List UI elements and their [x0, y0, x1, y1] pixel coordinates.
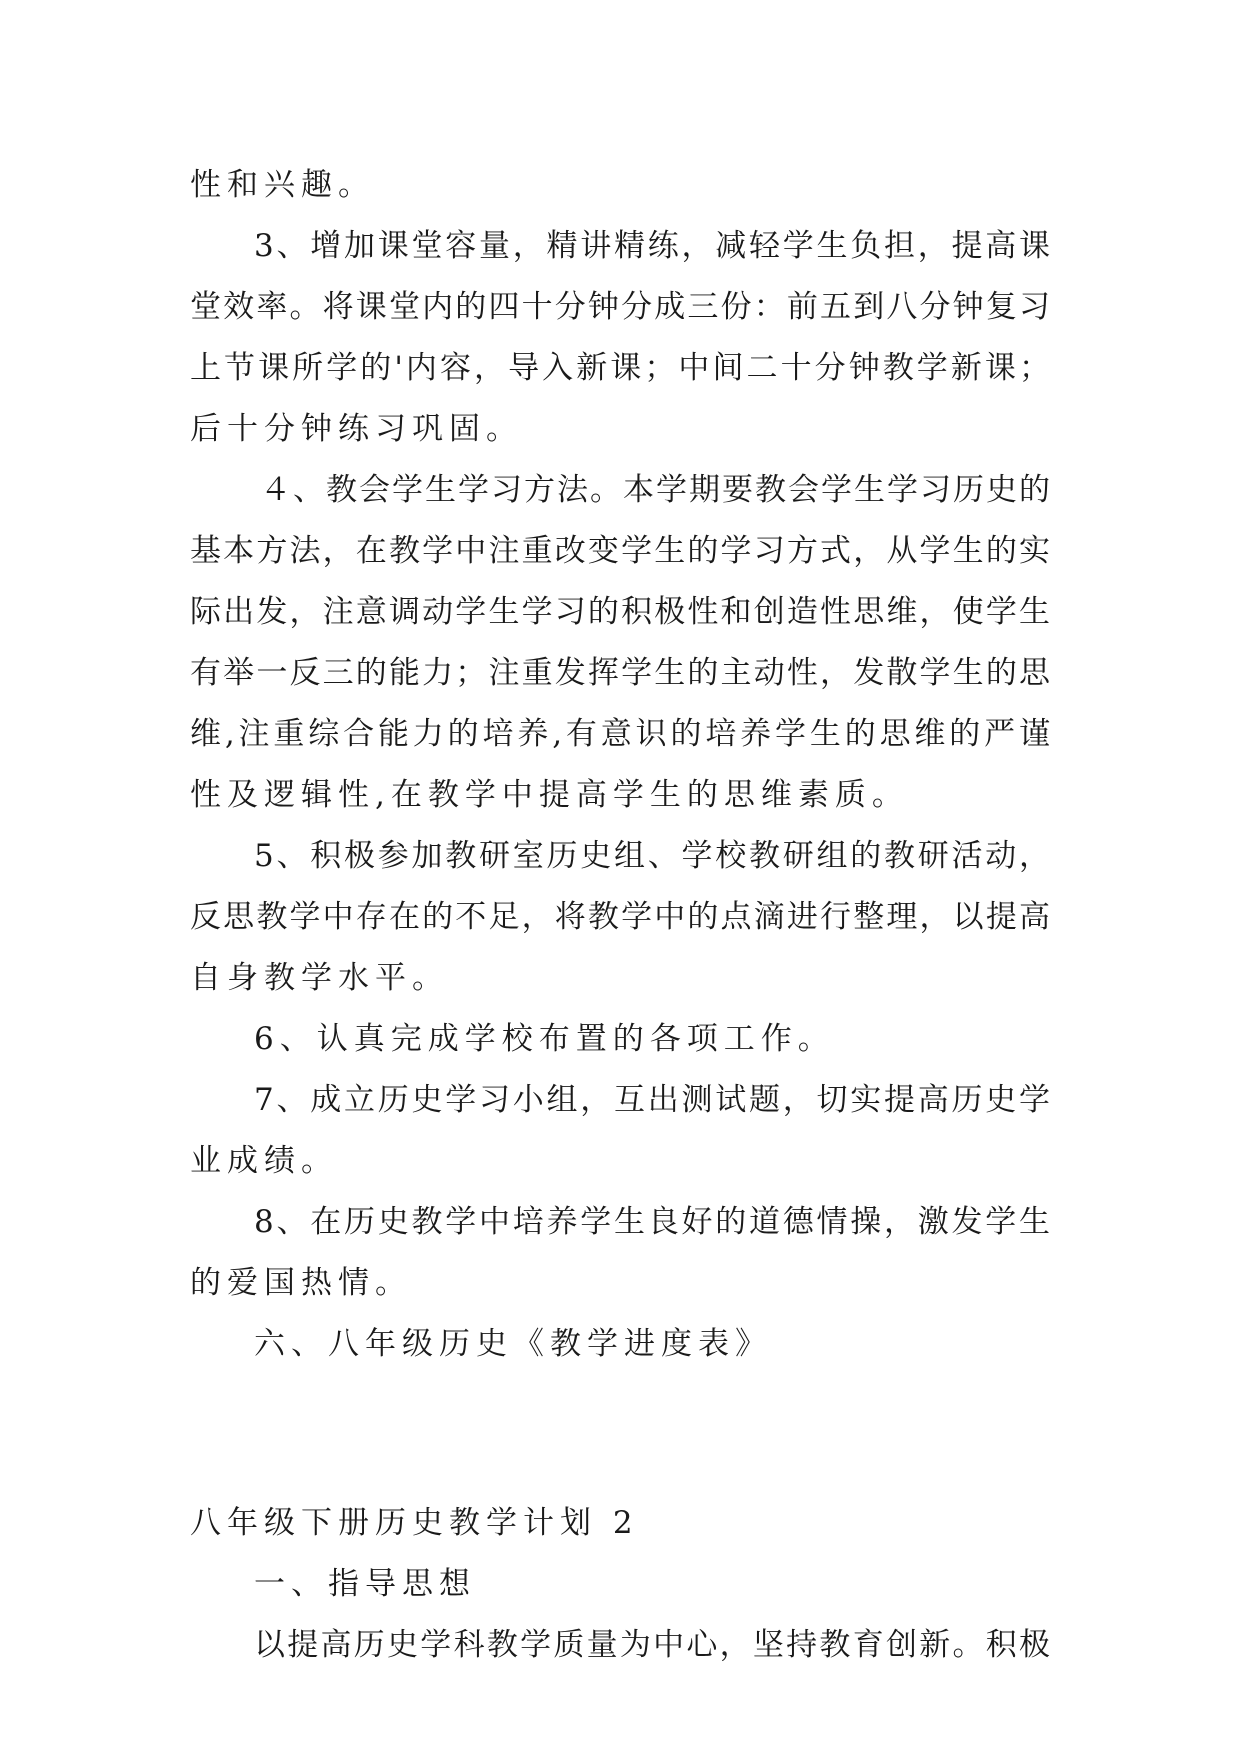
paragraph-line: 自身教学水平。 — [190, 960, 449, 996]
paragraph-line: 堂效率。将课堂内的四十分钟分成三份：前五到八分钟复习 — [190, 289, 1050, 325]
paragraph-line: 后十分钟练习巩固。 — [190, 411, 523, 447]
paragraph-line: 六、八年级历史《教学进度表》 — [254, 1326, 772, 1362]
paragraph-line: 有举一反三的能力；注重发挥学生的主动性，发散学生的思 — [190, 655, 1050, 691]
paragraph-line: 上节课所学的'内容，导入新课；中间二十分钟教学新课； — [190, 350, 1050, 386]
paragraph-line: 维,注重综合能力的培养,有意识的培养学生的思维的严谨 — [190, 716, 1050, 752]
paragraph-line: 以提高历史学科教学质量为中心，坚持教育创新。积极 — [254, 1627, 1050, 1663]
paragraph-line: 业成绩。 — [190, 1143, 338, 1179]
paragraph-line: 性及逻辑性,在教学中提高学生的思维素质。 — [190, 777, 909, 813]
paragraph-line: 5、积极参加教研室历史组、学校教研组的教研活动， — [254, 838, 1050, 874]
paragraph-line: 际出发，注意调动学生学习的积极性和创造性思维，使学生 — [190, 594, 1050, 630]
paragraph-line: 基本方法，在教学中注重改变学生的学习方式，从学生的实 — [190, 533, 1050, 569]
paragraph-line: 8、在历史教学中培养学生良好的道德情操，激发学生 — [254, 1204, 1050, 1240]
document-body — [190, 155, 1050, 1676]
paragraph-line: 反思教学中存在的不足，将教学中的点滴进行整理，以提高 — [190, 899, 1050, 935]
section-title: 八年级下册历史教学计划 2 — [190, 1505, 639, 1541]
paragraph-line: 性和兴趣。 — [190, 167, 375, 203]
section-gap — [190, 1375, 1050, 1493]
paragraph-line: 7、成立历史学习小组，互出测试题，切实提高历史学 — [254, 1082, 1050, 1118]
paragraph-line: 的爱国热情。 — [190, 1265, 412, 1301]
paragraph-line: ４、教会学生学习方法。本学期要教会学生学习历史的 — [260, 472, 1050, 508]
paragraph-line: 6、认真完成学校布置的各项工作。 — [254, 1021, 835, 1057]
paragraph-line: 3、增加课堂容量，精讲精练，减轻学生负担，提高课 — [254, 228, 1050, 264]
section-heading: 一、指导思想 — [254, 1566, 476, 1602]
